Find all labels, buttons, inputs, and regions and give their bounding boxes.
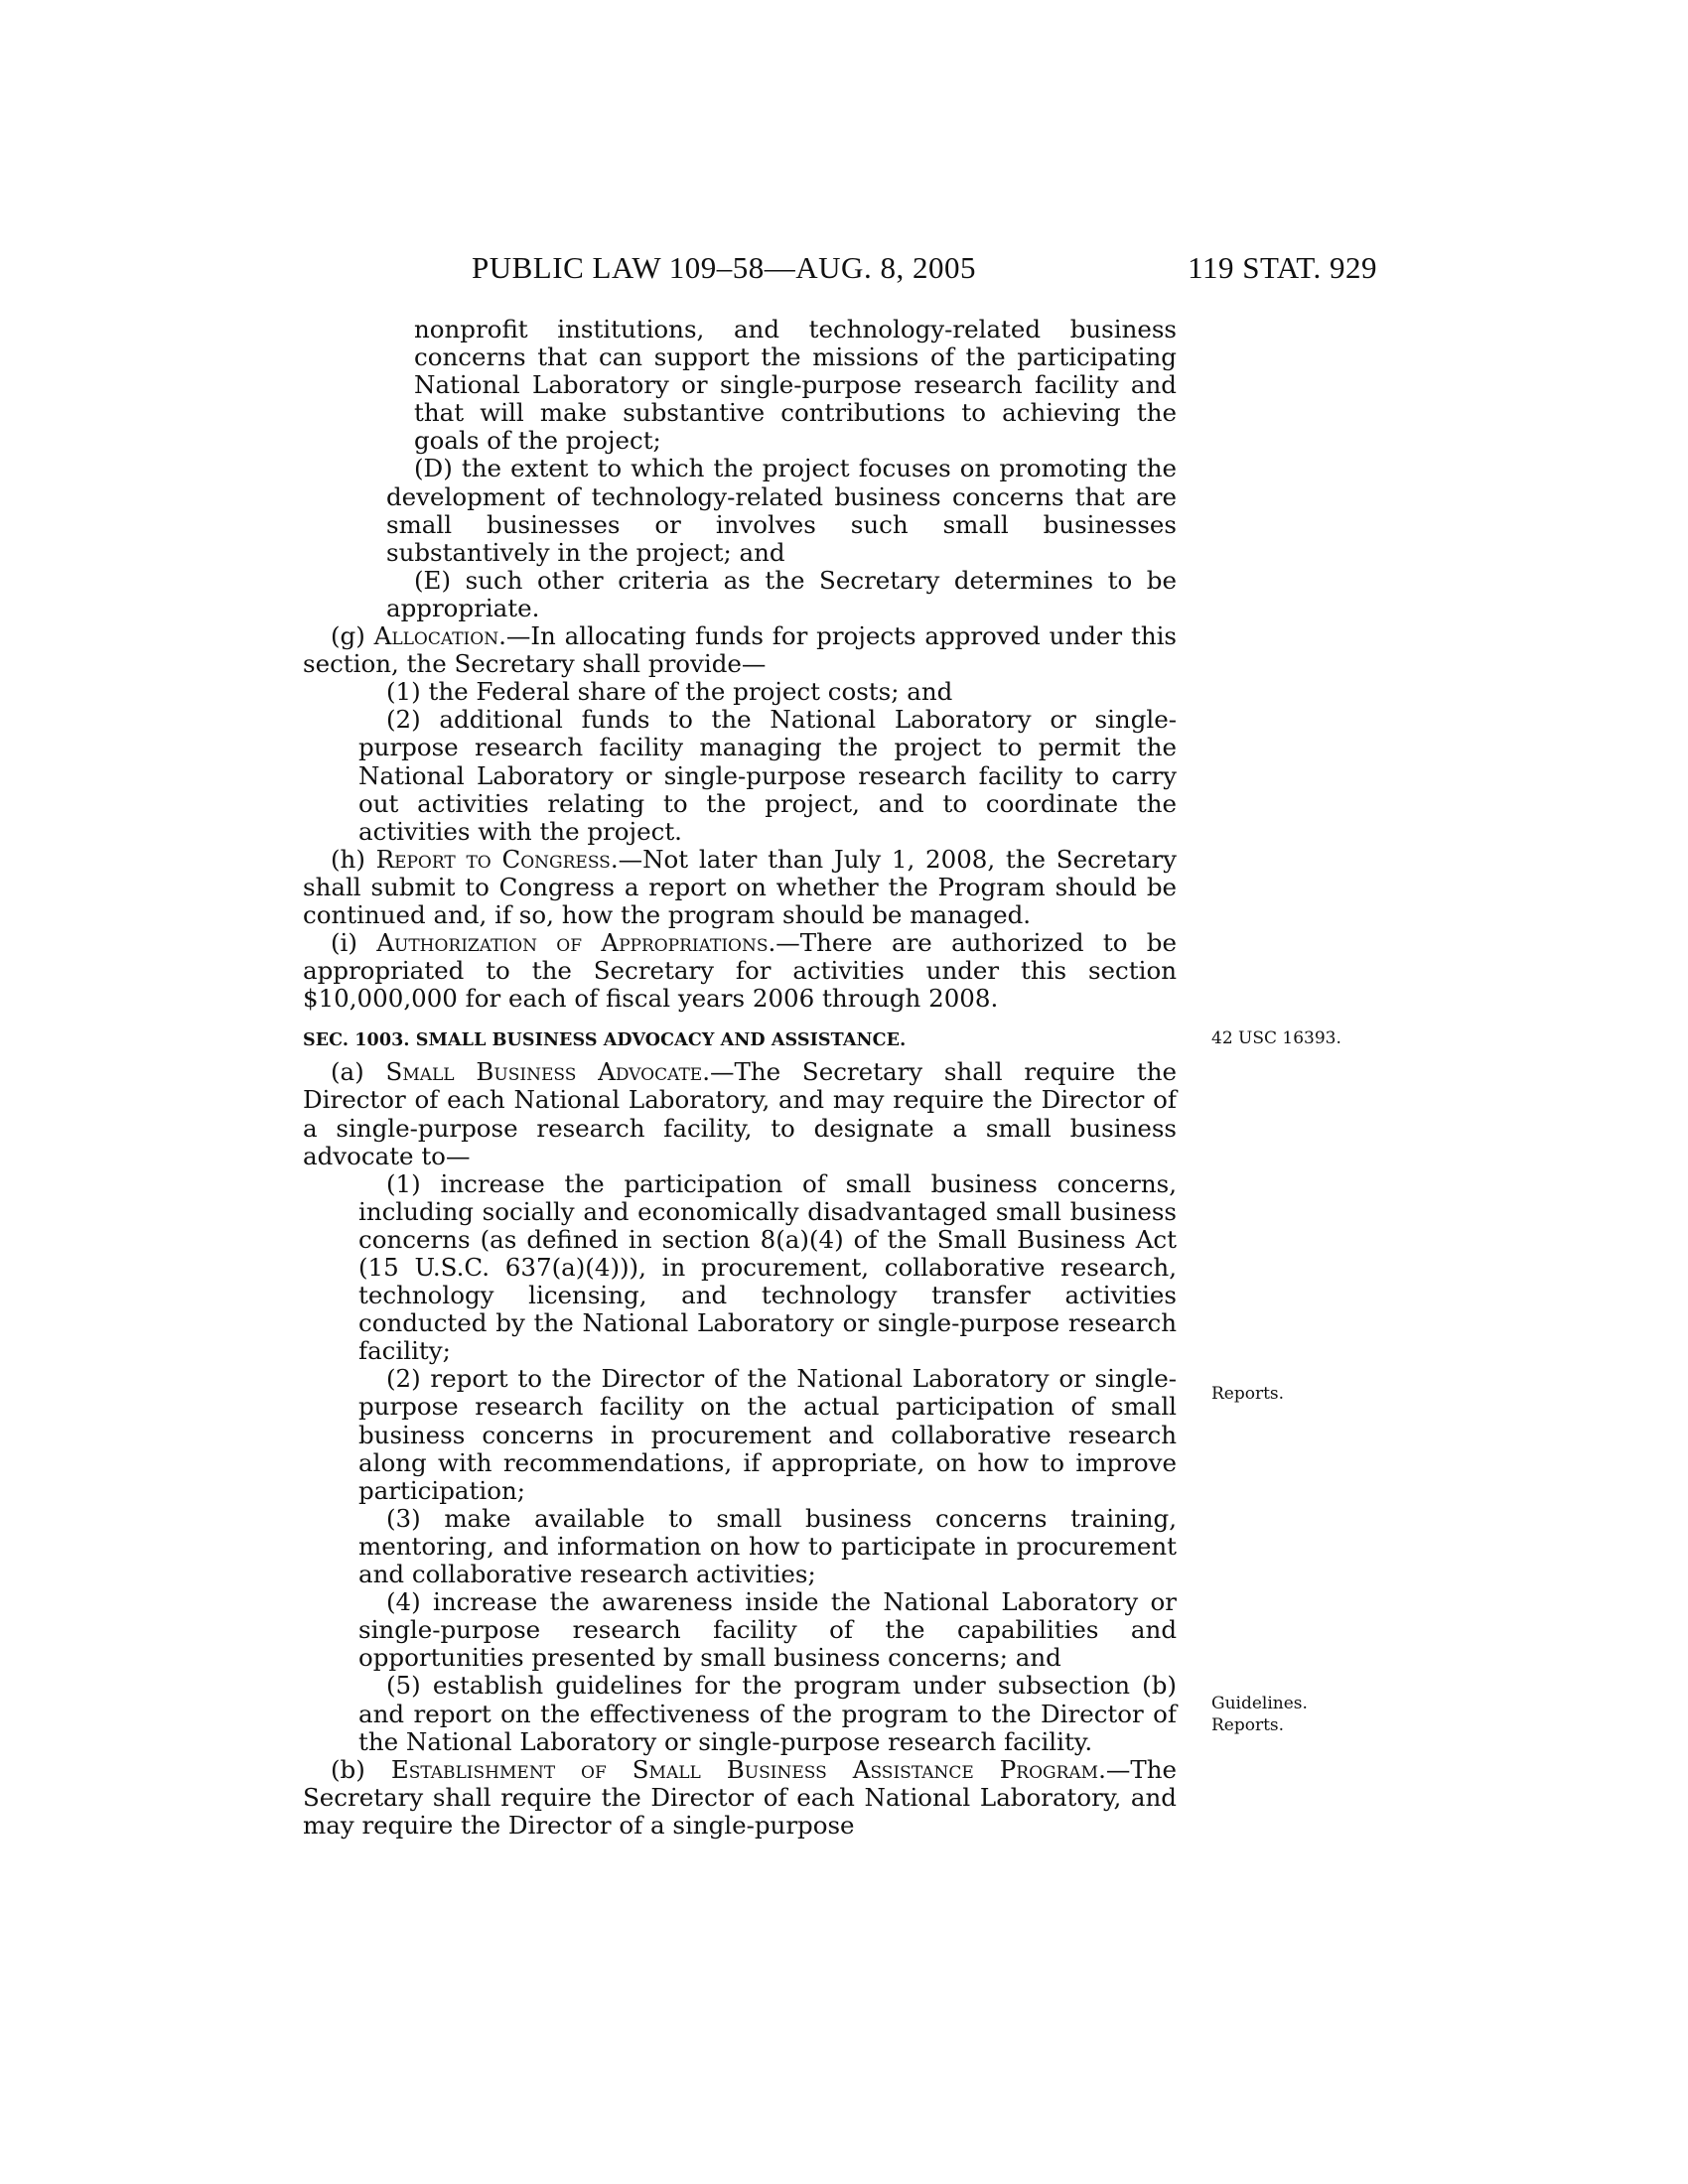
subsection-h xyxy=(303,846,1177,929)
paragraph-a4: (4) increase the awareness inside the National Laboratory or single-purpose research facility of the capabilities and opportunities presented by small business concerns; and xyxy=(358,1587,1177,1673)
subsection-a xyxy=(303,1058,1177,1169)
paragraph-e-text: (E) such other criteria as the Secretary determines to be appropriate. xyxy=(386,565,1177,622)
paragraph-g2: (2) additional funds to the National Laboratory or single-purpose research facility managing the project to permit the National Laboratory or single-purpose research facility to carry out activities relating to the project, and to coordinate the activities with the project. xyxy=(358,705,1177,846)
subsection-h-label: (h) xyxy=(331,844,376,874)
paragraph-c-continuation: nonprofit institutions, and technology-related business concerns that can support the missions of the participating National Laboratory or single-purpose research facility and that will make substantive contributions to achieving the goals of the project; xyxy=(414,315,1177,456)
subsection-i xyxy=(303,929,1177,1013)
subsection-i-label: (i) xyxy=(331,928,377,958)
paragraph-d-text: (D) the extent to which the project focuses on promoting the development of technology-related business concerns that are small businesses or involves such small businesses substantively in the project; and xyxy=(386,454,1177,567)
margin-note-reports-2: Reports. xyxy=(1211,1715,1285,1735)
subsection-b-heading: Establishment of Small Business Assistance Program xyxy=(390,1754,1099,1784)
paragraph-g1: (1) the Federal share of the project costs; and xyxy=(386,677,953,707)
subsection-g-label: (g) xyxy=(331,621,374,651)
statute-page-number: 119 STAT. 929 xyxy=(1188,250,1377,285)
running-title: PUBLIC LAW 109–58—AUG. 8, 2005 xyxy=(472,250,976,285)
subsection-i-heading: Authorization of Appropriations xyxy=(376,928,769,958)
subsection-g-text: .—In allocating funds for projects approved under this section, the Secretary shall provide— xyxy=(303,621,1178,679)
paragraph-a3: (3) make available to small business concerns training, mentoring, and information on how to participate in procurement and collaborative research activities; xyxy=(358,1503,1177,1589)
subsection-b-label: (b) xyxy=(331,1754,391,1784)
margin-note-reports: Reports. xyxy=(1211,1384,1285,1404)
document-body xyxy=(303,316,1177,1840)
section-heading: SEC. 1003. SMALL BUSINESS ADVOCACY AND ASSISTANCE. xyxy=(303,1030,907,1051)
subsection-b-text: .—The Secretary shall require the Director of each National Laboratory, and may require the Director of a single-purpose xyxy=(303,1754,1178,1840)
paragraph-a1: (1) increase the participation of small business concerns, including socially and economically disadvantaged small business concerns (as defined in section 8(a)(4) of the Small Business Act (15 U.S.C. 637(a)(4))), in procurement, collaborative research, technology licensing, and technology transfer activities conducted by the National Laboratory or single-purpose research facility; xyxy=(358,1168,1177,1366)
subsection-a-heading: Small Business Advocate xyxy=(385,1057,703,1087)
paragraph-e xyxy=(275,567,1177,622)
subsection-g xyxy=(303,622,1177,678)
subsection-h-heading: Report to Congress xyxy=(375,844,611,874)
subsection-a-text: .—The Secretary shall require the Director of each National Laboratory, and may require the Director of a single-purpose research facility, to designate a small business advocate to— xyxy=(303,1057,1177,1170)
paragraph-d xyxy=(303,455,1177,566)
paragraph-a5: (5) establish guidelines for the program under subsection (b) and report on the effectiveness of the program to the Director of the National Laboratory or single-purpose research facility. xyxy=(358,1671,1177,1756)
subsection-g-heading: Allocation xyxy=(373,621,499,651)
subsection-b xyxy=(303,1756,1177,1840)
subsection-h-text: .—Not later than July 1, 2008, the Secretary shall submit to Congress a report on whether the Program should be continued and, if so, how the program should be managed. xyxy=(303,844,1178,929)
subsection-a-label: (a) xyxy=(331,1057,386,1087)
margin-note-usc-citation: 42 USC 16393. xyxy=(1211,1028,1341,1048)
subsection-i-text: .—There are authorized to be appropriated to the Secretary for activities under this section $10,000,000 for each of fiscal years 2006 through 2008. xyxy=(303,928,1177,1014)
page-header xyxy=(303,250,1377,290)
paragraph-a2: (2) report to the Director of the National Laboratory or single-purpose research facility on the actual participation of small business concerns in procurement and collaborative research along with recommendations, if appropriate, on how to improve participation; xyxy=(358,1364,1177,1505)
margin-note-guidelines: Guidelines. xyxy=(1211,1694,1308,1713)
